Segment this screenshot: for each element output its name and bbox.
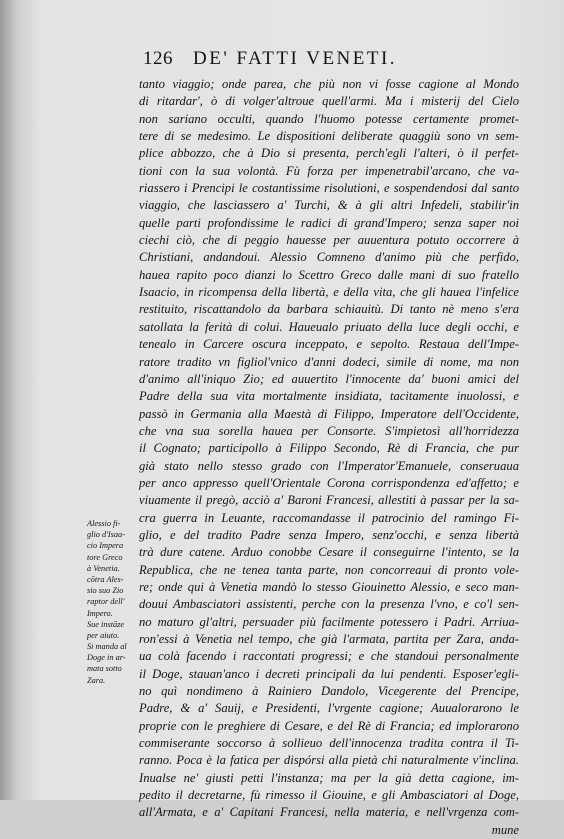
text-line: che vna sua sorella hauea per Consorte. S'impietosì all'horridezza bbox=[139, 423, 519, 438]
marginal-note-line: Zara. bbox=[87, 675, 106, 685]
text-line: Christiani, andandoui. Alessio Comneno d'animo più che perfido, bbox=[139, 250, 519, 265]
text-line: ron'essi à Venetia nel tempo, che già l'armata, partita per Zara, anda- bbox=[139, 632, 519, 646]
text-line: Padre della sua vita mortalmente insidiata, tacitamente inuolossi, e bbox=[139, 389, 519, 404]
text-line: trà dure catene. Arduo conobbe Cesare il conseguirne l'intento, se la bbox=[139, 545, 519, 560]
marginal-note-line: Sue instāze bbox=[87, 619, 125, 629]
text-line: Padre, & a' Sauij, e Presidenti, l'vrgente cagione; Auualorarono le bbox=[139, 701, 519, 716]
text-line: all'Armata, e a' Capitani Francesi, nella materia, e nell'vrgenza com- bbox=[139, 805, 519, 820]
text-line: commiserante soccorso à sollieuo dell'innocenza tradita contra il Ti- bbox=[139, 736, 519, 751]
text-line: viaggio, che lasciassero a' Turchi, & à gli altri Infedeli, stabilir'in bbox=[139, 198, 519, 213]
text-line: riassero i Prencipi le costantissime risolutioni, e sospendendosi dal santo bbox=[139, 181, 519, 196]
text-line: tere di se medesimo. Le dispositioni deliberate quaggiù sono vn sem- bbox=[139, 129, 519, 144]
marginal-note-line: Doge in ar- bbox=[87, 653, 126, 663]
marginal-note-line: glio d'Isaa- bbox=[87, 530, 125, 540]
marginal-note bbox=[87, 518, 143, 686]
text-line: Isaacio, in ricompensa della libertà, e della vita, che gli hauea l'infelice bbox=[139, 285, 519, 300]
text-line: pedito il decretarne, fù rimesso il Giouine, e gli Ambasciatori al Doge, bbox=[139, 788, 519, 803]
text-line: mune bbox=[491, 822, 519, 837]
text-line: tenealo in Carcere oscura inceppato, e sepolto. Restaua dell'Impe- bbox=[139, 337, 519, 352]
text-line: no maturo gl'altri, persuader più facilmente potessero i Padri. Arriua- bbox=[139, 614, 519, 629]
text-line: Republica, che ne tenea tanta parte, non concorreaui di pronto vole- bbox=[139, 562, 519, 577]
marginal-note-line: sio suo Zio bbox=[87, 586, 124, 596]
page-number: 126 bbox=[143, 48, 173, 69]
text-line: hauea rapito poco dianzi lo Scettro Greco dalle mani di suo fratello bbox=[139, 267, 519, 282]
text-line: per anco appresso quell'Orientale Corona corrispondenza ed'affetto; e bbox=[139, 475, 519, 490]
marginal-note-line: per aiuto. bbox=[87, 630, 120, 640]
text-line: non sariano occulti, quando l'huomo potesse certamente promet- bbox=[139, 111, 519, 126]
text-line: di ritardar', ò di volger'altroue quell'armi. Ma i misterij del Cielo bbox=[139, 94, 519, 109]
marginal-note-line: cōtra Ales- bbox=[87, 574, 124, 584]
text-line: tioni con la sua volontà. Fù forza per impenetrabil'arcano, che va- bbox=[139, 163, 519, 178]
text-line: il Doge, stauan'anco i decreti principali da lui pendenti. Esposer'egli- bbox=[139, 666, 519, 681]
text-line: no quì nondimeno à Rainiero Dandolo, Vicegerente del Prencipe, bbox=[139, 684, 519, 699]
marginal-note-line: raptor dell' bbox=[87, 597, 125, 607]
text-line: ua colà facendo i raccontati progressi; e che standoui personalmente bbox=[139, 649, 519, 664]
marginal-note-line: Impero. bbox=[87, 608, 113, 618]
marginal-note-line: mata sotto bbox=[87, 664, 122, 674]
marginal-note-line: Alessio fi- bbox=[87, 519, 121, 528]
text-line: d'animo all'iniquo Zio; ed auuertito l'innocente da' buoni amici del bbox=[139, 371, 519, 386]
body-text bbox=[139, 76, 519, 839]
running-title: DE' FATTI VENETI. bbox=[193, 48, 398, 69]
marginal-note-line: Si manda al bbox=[87, 642, 127, 652]
text-line: viuamente il pregò, acciò a' Baroni Francesi, allestiti à passar per la sa- bbox=[139, 493, 519, 508]
text-line: satollata la ferità di colui. Haueualo priuato della luce degli occhi, e bbox=[139, 319, 519, 334]
text-line: glio, e del tradito Padre senza Impero, senz'occhi, e senza libertà bbox=[139, 527, 519, 542]
marginal-note-line: tore Greco bbox=[87, 552, 123, 562]
text-line: douui Ambasciatori assistenti, perche con la presenza l'vno, e co'l sen- bbox=[139, 597, 519, 612]
text-line: passò in Germania alla Maestà di Filippo, Imperatore dell'Occidente, bbox=[139, 406, 519, 421]
marginal-note-line: à Venetia. bbox=[87, 563, 120, 573]
text-line: già stato nello stesso grado con l'Imperator'Emanuele, conseruaua bbox=[139, 458, 519, 473]
text-line: proprie con le preghiere di Cesare, e del Rè di Francia; ed implorarono bbox=[139, 718, 519, 733]
text-line: tanto viaggio; onde parea, che più non vi fosse cagione al Mondo bbox=[139, 77, 519, 91]
text-line: quelle parti profondissime le radici di grand'Impero; senza saper noi bbox=[139, 215, 519, 230]
text-line: cra guerra in Leuante, raccomandasse il patrocinio del ramingo Fi- bbox=[139, 510, 519, 525]
text-line: Inualse ne' giusti petti l'instanza; ma per la già detta cagione, im- bbox=[139, 770, 519, 785]
text-line: il Cognato; participollo à Filippo Secondo, Rè di Francia, che pur bbox=[139, 441, 519, 456]
text-line: ranno. Poca è la fatica per dispórsi alla pietà chi naturalmente v'inclina. bbox=[139, 753, 519, 768]
text-line: restituito, riscattandolo da barbara schiauitù. Di tanto nè meno s'era bbox=[139, 302, 519, 317]
text-line: ratore tradito vn figliol'vnico d'anni dodeci, simile di nome, ma non bbox=[139, 354, 519, 369]
text-line: plice abbozzo, che à Dio si presenta, perch'egli l'alteri, ò il perfet- bbox=[139, 146, 519, 161]
text-line: re; onde qui à Venetia mandò lo stesso Giouinetto Alessio, e seco man- bbox=[139, 579, 519, 594]
text-line: ciechi ciò, che di peggio hauesse per auuentura potuto occorrere à bbox=[139, 233, 519, 248]
marginal-note-line: cio Impera bbox=[87, 541, 124, 551]
